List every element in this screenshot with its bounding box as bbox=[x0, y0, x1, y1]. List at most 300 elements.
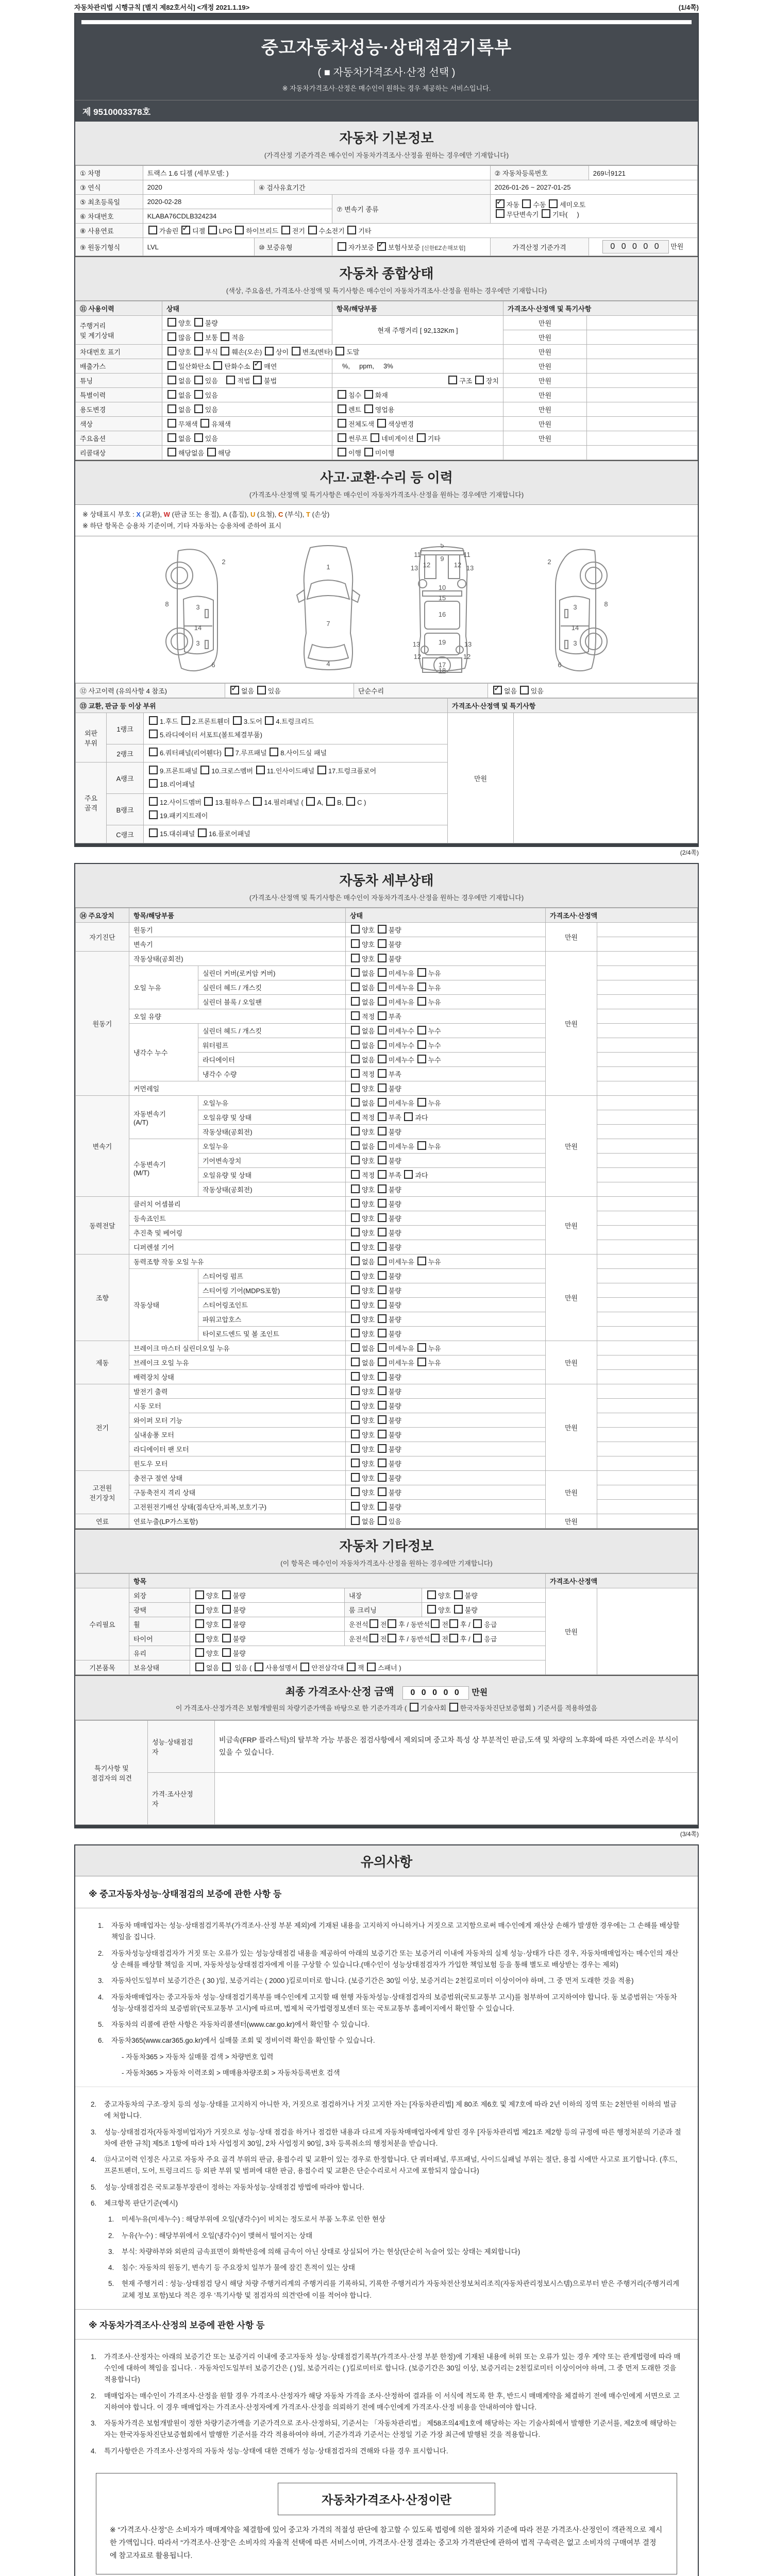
checkbox[interactable] bbox=[148, 226, 157, 234]
detail-memo-cell bbox=[597, 1485, 698, 1500]
checkbox[interactable] bbox=[253, 797, 262, 806]
checkbox[interactable] bbox=[351, 997, 360, 1006]
checkbox[interactable] bbox=[449, 1619, 458, 1628]
appraiser-opinion-text bbox=[215, 1773, 698, 1825]
checkbox[interactable] bbox=[378, 1473, 386, 1482]
checkbox[interactable] bbox=[371, 433, 379, 442]
checkbox[interactable] bbox=[364, 448, 373, 456]
checkbox[interactable] bbox=[378, 1300, 386, 1309]
checkbox[interactable] bbox=[378, 1170, 386, 1179]
checkbox[interactable] bbox=[410, 1703, 418, 1711]
detail-row bbox=[76, 966, 698, 980]
checkbox[interactable] bbox=[369, 1619, 378, 1628]
checkbox[interactable] bbox=[388, 1619, 396, 1628]
checkbox[interactable] bbox=[351, 1285, 360, 1294]
checkbox[interactable] bbox=[417, 433, 426, 442]
checkbox[interactable] bbox=[351, 1314, 360, 1323]
checkbox[interactable] bbox=[417, 1055, 426, 1063]
misc-position-cell: 운전석 전 후 / 동반석 전 후 / 응급 bbox=[345, 1632, 546, 1646]
checkbox[interactable] bbox=[378, 1430, 386, 1438]
checkbox[interactable] bbox=[335, 347, 344, 355]
detail-memo-cell bbox=[597, 1312, 698, 1327]
checkbox[interactable] bbox=[222, 1605, 231, 1614]
checkbox[interactable] bbox=[351, 1372, 360, 1381]
checkbox[interactable] bbox=[338, 242, 346, 251]
checkbox[interactable] bbox=[167, 332, 176, 341]
legend-segment: (손상) bbox=[310, 511, 330, 518]
checkbox[interactable] bbox=[317, 766, 326, 774]
checkbox[interactable] bbox=[195, 1619, 204, 1628]
checkbox[interactable] bbox=[198, 828, 207, 837]
checkbox[interactable] bbox=[222, 1619, 231, 1628]
checkbox[interactable] bbox=[167, 347, 176, 355]
checkbox[interactable] bbox=[378, 1358, 386, 1366]
detail-status-cell: 양호 불량 bbox=[346, 1485, 546, 1500]
checkbox[interactable] bbox=[351, 1055, 360, 1063]
checkbox[interactable] bbox=[378, 1516, 386, 1525]
checkbox[interactable] bbox=[388, 1634, 396, 1642]
price-cell bbox=[503, 446, 587, 460]
checkbox[interactable] bbox=[351, 1473, 360, 1482]
checkbox[interactable] bbox=[448, 376, 457, 384]
checkbox[interactable] bbox=[377, 419, 386, 428]
checkbox[interactable] bbox=[417, 968, 426, 977]
checkbox[interactable] bbox=[378, 1011, 386, 1020]
comprehensive-row bbox=[76, 446, 698, 460]
fuel-type-label: ⑧ 사용연료 bbox=[76, 224, 143, 238]
checkbox[interactable] bbox=[235, 226, 244, 234]
comprehensive-band bbox=[75, 256, 698, 301]
svg-text:4: 4 bbox=[326, 660, 330, 668]
checkbox[interactable] bbox=[338, 448, 346, 456]
price-cell: 만원 bbox=[503, 374, 587, 388]
checkbox[interactable] bbox=[351, 1098, 360, 1107]
checkbox[interactable] bbox=[149, 828, 158, 837]
checkbox[interactable] bbox=[364, 390, 373, 399]
checkbox[interactable] bbox=[221, 332, 229, 341]
checkbox[interactable] bbox=[292, 347, 300, 355]
checkbox[interactable] bbox=[181, 716, 190, 725]
checkbox[interactable] bbox=[351, 1386, 360, 1395]
checkbox[interactable] bbox=[367, 1663, 376, 1671]
checkbox[interactable] bbox=[351, 1415, 360, 1424]
checkbox[interactable] bbox=[404, 1112, 413, 1121]
checkbox[interactable] bbox=[208, 226, 217, 234]
checkbox[interactable] bbox=[338, 433, 346, 442]
detail-memo-cell bbox=[597, 995, 698, 1009]
detail-status-cell: 양호 불량 bbox=[346, 1182, 546, 1197]
repair-needed-label: 수리필요 bbox=[76, 1588, 129, 1660]
checkbox[interactable] bbox=[475, 376, 484, 384]
checkbox[interactable] bbox=[167, 376, 176, 384]
checkbox[interactable] bbox=[378, 1415, 386, 1424]
status-cell: 없음 있음 bbox=[162, 388, 332, 402]
item-label: 고전원전기배선 상태(접속단자,피복,보호기구) bbox=[129, 1500, 346, 1514]
checkbox[interactable] bbox=[378, 1213, 386, 1222]
detail-status-cell: 양호 불량 bbox=[346, 1428, 546, 1442]
checkbox[interactable] bbox=[378, 939, 386, 948]
memo-cell bbox=[587, 388, 698, 402]
item-label: 작동상태(공회전) bbox=[198, 1125, 346, 1139]
svg-text:16: 16 bbox=[438, 611, 446, 619]
checkbox[interactable] bbox=[195, 1605, 204, 1614]
checkbox[interactable] bbox=[338, 390, 346, 399]
price-cell: 만원 bbox=[503, 417, 587, 431]
detail-status-cell: 양호 불량 bbox=[346, 1413, 546, 1428]
checkbox[interactable] bbox=[351, 954, 360, 962]
checkbox[interactable] bbox=[351, 939, 360, 948]
item-label: 실내송풍 모터 bbox=[129, 1428, 346, 1442]
checkbox[interactable] bbox=[265, 347, 274, 355]
item-label: 기어변속장치 bbox=[198, 1154, 346, 1168]
svg-text:7: 7 bbox=[326, 620, 330, 628]
notice-item: 1. 미세누유(미세누수) : 해당부위에 오일(냉각수)이 비치는 정도로서 부품 노후로 인한 현상 bbox=[108, 2215, 385, 2224]
checkbox[interactable] bbox=[149, 730, 158, 738]
checkbox[interactable] bbox=[253, 376, 262, 384]
checkbox[interactable] bbox=[204, 797, 213, 806]
checkbox-checked[interactable] bbox=[496, 199, 505, 208]
checkbox[interactable] bbox=[149, 716, 158, 725]
memo-cell bbox=[587, 345, 698, 359]
detail-memo-cell bbox=[597, 1182, 698, 1197]
checkbox[interactable] bbox=[449, 1634, 458, 1642]
checkbox[interactable] bbox=[431, 1619, 440, 1628]
checkbox[interactable] bbox=[454, 1590, 463, 1599]
checkbox[interactable] bbox=[369, 1634, 378, 1642]
checkbox[interactable] bbox=[378, 1184, 386, 1193]
vin-value: KLABA76CDLB324234 bbox=[143, 209, 332, 224]
checkbox[interactable] bbox=[417, 997, 426, 1006]
checkbox[interactable] bbox=[378, 1257, 386, 1265]
misc-table bbox=[75, 1573, 698, 1675]
checkbox[interactable] bbox=[194, 318, 203, 327]
checkbox[interactable] bbox=[149, 797, 158, 806]
item-label: 발전기 출력 bbox=[129, 1384, 346, 1399]
checkbox[interactable] bbox=[378, 1026, 386, 1035]
detail-status-cell: 양호 불량 bbox=[346, 1456, 546, 1471]
checkbox[interactable] bbox=[346, 797, 355, 806]
checkbox[interactable] bbox=[351, 1011, 360, 1020]
checkbox[interactable] bbox=[338, 404, 346, 413]
checkbox[interactable] bbox=[378, 1502, 386, 1511]
comprehensive-row bbox=[76, 316, 698, 330]
base-price-value: 0 0 0 0 0 만원 bbox=[589, 238, 697, 256]
checkbox[interactable] bbox=[167, 433, 176, 442]
checkbox[interactable] bbox=[195, 1648, 204, 1657]
checkbox[interactable] bbox=[417, 1343, 426, 1352]
detail-price-cell: 만원 bbox=[546, 952, 597, 1096]
checkbox[interactable] bbox=[326, 797, 335, 806]
checkbox[interactable] bbox=[351, 1430, 360, 1438]
checkbox[interactable] bbox=[378, 968, 386, 977]
checkbox[interactable] bbox=[378, 1444, 386, 1453]
checkbox[interactable] bbox=[351, 1141, 360, 1150]
checkbox[interactable] bbox=[378, 1199, 386, 1208]
checkbox[interactable] bbox=[351, 982, 360, 991]
checkbox[interactable] bbox=[351, 1228, 360, 1236]
checkbox[interactable] bbox=[496, 209, 505, 218]
checkbox[interactable] bbox=[351, 1329, 360, 1337]
page-marker-3: (3/4쪽) bbox=[680, 1831, 699, 1838]
checkbox[interactable] bbox=[351, 1170, 360, 1179]
checkbox[interactable] bbox=[417, 1257, 426, 1265]
detail-memo-cell bbox=[597, 1096, 698, 1110]
checkbox[interactable] bbox=[378, 1343, 386, 1352]
checkbox[interactable] bbox=[308, 226, 317, 234]
checkbox[interactable] bbox=[149, 779, 158, 788]
notice-item: 1. 가격조사·산정자는 아래의 보증기간 또는 보증거리 이내에 중고자동차 성능·상태점검기록부(가격조사·산정 부분 한정)에 기재된 내용에 허위 또는 오류가 있는 경우 계약 또는 관계법령에 따라 매수인에 대하여 책임을 집니다. · 자동차인도일부터 보증기간은 ( )일, 보증거리는 ( )킬로미터로 합니다. (보증기간은 30일 이상, 보증거리는 2천킬로미터 이상이어야 하며, 그 중 먼저 도래한 것을 적용합니다) bbox=[91, 2352, 681, 2384]
detail-memo-cell bbox=[597, 1428, 698, 1442]
comprehensive-title: 자동차 종합상태 bbox=[339, 266, 434, 281]
checkbox[interactable] bbox=[351, 1358, 360, 1366]
checkbox[interactable] bbox=[378, 925, 386, 934]
detail-status-cell: 없음 미세누유 누유 bbox=[346, 995, 546, 1009]
checkbox[interactable] bbox=[351, 925, 360, 934]
checkbox[interactable] bbox=[542, 209, 550, 218]
checkbox[interactable] bbox=[431, 1634, 440, 1642]
svg-text:3: 3 bbox=[573, 603, 577, 612]
checkbox[interactable] bbox=[417, 1026, 426, 1035]
checkbox[interactable] bbox=[200, 766, 209, 774]
checkbox[interactable] bbox=[378, 1098, 386, 1107]
comprehensive-row bbox=[76, 388, 698, 402]
detail-memo-cell bbox=[597, 1038, 698, 1053]
checkbox[interactable] bbox=[351, 1156, 360, 1164]
checkbox[interactable] bbox=[473, 1619, 482, 1628]
checkbox[interactable] bbox=[194, 404, 203, 413]
checkbox[interactable] bbox=[473, 1634, 482, 1642]
item-label: 실린더 헤드 / 개스킷 bbox=[198, 980, 346, 995]
comprehensive-row bbox=[76, 359, 698, 374]
checkbox[interactable] bbox=[378, 1040, 386, 1049]
checkbox[interactable] bbox=[149, 748, 158, 756]
checkbox-checked[interactable] bbox=[181, 226, 190, 234]
checkbox[interactable] bbox=[351, 1271, 360, 1280]
item-label: 작동상태(공회전) bbox=[129, 952, 346, 966]
checkbox[interactable] bbox=[351, 1242, 360, 1251]
misc-status-cell-2: 양호 불량 bbox=[422, 1588, 546, 1603]
checkbox[interactable] bbox=[427, 1605, 436, 1614]
checkbox[interactable] bbox=[255, 1663, 263, 1671]
checkbox[interactable] bbox=[417, 982, 426, 991]
detail-memo-cell bbox=[597, 1370, 698, 1384]
document-number: 제 9510003378호 bbox=[75, 100, 698, 122]
checkbox[interactable] bbox=[351, 1127, 360, 1136]
checkbox[interactable] bbox=[347, 226, 356, 234]
document-subtitle-note: ※ 자동차가격조사·산정은 매수인이 원하는 경우 제공하는 서비스입니다. bbox=[282, 84, 491, 92]
checkbox[interactable] bbox=[195, 1590, 204, 1599]
notice-item: 5. 성능·상태점검은 국토교통부장관이 정하는 자동차성능·상태점검 방법에 따라야 합니다. bbox=[91, 2183, 364, 2191]
checkbox[interactable] bbox=[351, 1502, 360, 1511]
checkbox[interactable] bbox=[454, 1605, 463, 1614]
checkbox[interactable] bbox=[378, 1372, 386, 1381]
checkbox[interactable] bbox=[351, 1213, 360, 1222]
device-header: ⑭ 주요장치 bbox=[76, 908, 129, 923]
checkbox[interactable] bbox=[306, 797, 315, 806]
checkbox[interactable] bbox=[378, 1314, 386, 1323]
checkbox[interactable] bbox=[351, 1401, 360, 1410]
checkbox[interactable] bbox=[167, 404, 176, 413]
detail-memo-cell bbox=[597, 1269, 698, 1283]
checkbox[interactable] bbox=[378, 954, 386, 962]
checkbox[interactable] bbox=[194, 390, 203, 399]
checkbox[interactable] bbox=[194, 433, 203, 442]
checkbox[interactable] bbox=[222, 1590, 231, 1599]
checkbox[interactable] bbox=[378, 1112, 386, 1121]
checkbox[interactable] bbox=[351, 1444, 360, 1453]
checkbox[interactable] bbox=[378, 1386, 386, 1395]
checkbox[interactable] bbox=[200, 419, 209, 428]
detail-price-cell: 만원 bbox=[546, 1197, 597, 1255]
misc-row bbox=[76, 1588, 698, 1603]
detail-status-cell: 양호 불량 bbox=[346, 1500, 546, 1514]
notice-item: 4. 특기사항란은 가격조사·산정자의 자동차 성능·상태에 대한 견해가 성능·상태점검자의 견해와 다를 경우 표시합니다. bbox=[91, 2447, 448, 2455]
checkbox[interactable] bbox=[351, 1516, 360, 1525]
detail-title: 자동차 세부상태 bbox=[339, 873, 434, 889]
car-diagram-underbody bbox=[391, 544, 494, 673]
detail-memo-cell bbox=[597, 1081, 698, 1096]
checkbox[interactable] bbox=[378, 1156, 386, 1164]
checkbox[interactable] bbox=[233, 716, 242, 725]
checkbox[interactable] bbox=[222, 1663, 231, 1671]
checkbox[interactable] bbox=[281, 226, 290, 234]
checkbox[interactable] bbox=[351, 1487, 360, 1496]
checkbox[interactable] bbox=[417, 1358, 426, 1366]
notice-item: - 자동차365 > 자동차 실매물 검색 > 차량번호 입력 bbox=[122, 2053, 274, 2061]
checkbox[interactable] bbox=[300, 1663, 309, 1671]
detail-memo-cell bbox=[597, 1226, 698, 1240]
checkbox[interactable] bbox=[351, 968, 360, 977]
transmission-type-value: ✓자동 수동 세미오토 무단변속기 기타( ) bbox=[490, 195, 697, 224]
checkbox[interactable] bbox=[378, 1401, 386, 1410]
checkbox[interactable] bbox=[351, 1184, 360, 1193]
checkbox[interactable] bbox=[347, 1663, 356, 1671]
checkbox[interactable] bbox=[351, 1112, 360, 1121]
checkbox[interactable] bbox=[549, 199, 558, 208]
item-cell: 썬루프 네비게이션 기타 bbox=[332, 431, 503, 446]
checkbox[interactable] bbox=[417, 1141, 426, 1150]
final-price-value: 0 0 0 0 0 bbox=[402, 1686, 468, 1700]
checkbox[interactable] bbox=[226, 376, 235, 384]
checkbox[interactable] bbox=[351, 1069, 360, 1078]
checkbox[interactable] bbox=[522, 199, 531, 208]
checkbox[interactable] bbox=[351, 1040, 360, 1049]
page-1 bbox=[74, 13, 699, 847]
checkbox[interactable] bbox=[149, 766, 158, 774]
checkbox[interactable] bbox=[167, 361, 176, 370]
checkbox[interactable] bbox=[351, 1199, 360, 1208]
checkbox[interactable] bbox=[222, 1648, 231, 1657]
checkbox[interactable] bbox=[378, 1141, 386, 1150]
checkbox[interactable] bbox=[351, 1257, 360, 1265]
misc-status-cell-2: 양호 불량 bbox=[422, 1603, 546, 1617]
parts-list-cell: 6.쿼터패널(리어휀다) 7.루프패널 8.사이드실 패널 bbox=[144, 744, 448, 762]
checkbox[interactable] bbox=[378, 997, 386, 1006]
checkbox[interactable] bbox=[378, 1271, 386, 1280]
checkbox[interactable] bbox=[351, 1343, 360, 1352]
detail-status-cell: 양호 불량 bbox=[346, 1211, 546, 1226]
svg-text:8: 8 bbox=[165, 600, 169, 608]
checkbox[interactable] bbox=[195, 1634, 204, 1642]
notice-item: 3. 자동차인도일부터 보증기간은 ( 30 )일, 보증거리는 ( 2000 )킬로미터로 합니다. (보증기간은 30일 이상, 보증거리는 2천킬로미터 이상이어야 하며, 그 중 먼저 도래한 것을 적용) bbox=[98, 1977, 634, 1985]
checkbox[interactable] bbox=[194, 332, 203, 341]
checkbox[interactable] bbox=[221, 347, 229, 355]
checkbox[interactable] bbox=[417, 1040, 426, 1049]
checkbox[interactable] bbox=[213, 361, 222, 370]
checkbox-checked[interactable] bbox=[377, 242, 386, 251]
checkbox[interactable] bbox=[167, 318, 176, 327]
checkbox[interactable] bbox=[351, 1026, 360, 1035]
checkbox[interactable] bbox=[378, 1329, 386, 1337]
checkbox[interactable] bbox=[167, 448, 176, 456]
detail-status-cell: 양호 불량 bbox=[346, 1471, 546, 1485]
checkbox[interactable] bbox=[378, 1127, 386, 1136]
checkbox[interactable] bbox=[378, 1069, 386, 1078]
checkbox[interactable] bbox=[427, 1590, 436, 1599]
checkbox[interactable] bbox=[167, 390, 176, 399]
usage-history-label: 용도변경 bbox=[76, 402, 162, 417]
checkbox[interactable] bbox=[378, 1487, 386, 1496]
usage-history-label: 배출가스 bbox=[76, 359, 162, 374]
checkbox[interactable] bbox=[417, 1098, 426, 1107]
detail-row bbox=[76, 937, 698, 952]
price-cell: 만원 bbox=[503, 345, 587, 359]
checkbox[interactable] bbox=[378, 1083, 386, 1092]
item-label: 파워고압호스 bbox=[198, 1312, 346, 1327]
checkbox[interactable] bbox=[225, 748, 233, 756]
checkbox[interactable] bbox=[520, 686, 529, 694]
detail-row bbox=[76, 1139, 698, 1154]
checkbox[interactable] bbox=[256, 766, 265, 774]
checkbox[interactable] bbox=[207, 448, 216, 456]
checkbox[interactable] bbox=[351, 1459, 360, 1467]
parts-rank-label: 2랭크 bbox=[107, 744, 144, 762]
checkbox[interactable] bbox=[449, 1703, 458, 1711]
detail-status-cell: 없음 미세누유 누유 bbox=[346, 1255, 546, 1269]
checkbox-checked[interactable] bbox=[253, 361, 262, 370]
checkbox[interactable] bbox=[195, 1663, 204, 1671]
detail-row bbox=[76, 1355, 698, 1370]
checkbox-checked[interactable] bbox=[493, 686, 502, 694]
item-label: 배력장치 상태 bbox=[129, 1370, 346, 1384]
item-group-label: 수동변속기 (M/T) bbox=[129, 1139, 198, 1197]
checkbox[interactable] bbox=[167, 419, 176, 428]
checkbox[interactable] bbox=[378, 1242, 386, 1251]
checkbox[interactable] bbox=[194, 376, 203, 384]
checkbox[interactable] bbox=[378, 1285, 386, 1294]
checkbox[interactable] bbox=[404, 1170, 413, 1179]
checkbox[interactable] bbox=[378, 982, 386, 991]
checkbox[interactable] bbox=[351, 1083, 360, 1092]
checkbox[interactable] bbox=[378, 1459, 386, 1467]
car-name-label: ① 차명 bbox=[76, 166, 143, 180]
appraiser-opinion-label: 가격·조사산정 자 bbox=[148, 1773, 215, 1825]
checkbox[interactable] bbox=[338, 419, 346, 428]
checkbox[interactable] bbox=[222, 1634, 231, 1642]
checkbox[interactable] bbox=[149, 810, 158, 819]
checkbox[interactable] bbox=[378, 1055, 386, 1063]
checkbox[interactable] bbox=[378, 1228, 386, 1236]
checkbox[interactable] bbox=[364, 404, 373, 413]
checkbox[interactable] bbox=[270, 748, 278, 756]
checkbox[interactable] bbox=[265, 716, 274, 725]
opinion-label: 특기사항 및 점검자의 의견 bbox=[76, 1721, 148, 1825]
checkbox-checked[interactable] bbox=[230, 686, 239, 694]
checkbox[interactable] bbox=[257, 686, 266, 694]
final-price-unit: 만원 bbox=[472, 1688, 488, 1698]
checkbox[interactable] bbox=[351, 1300, 360, 1309]
checkbox[interactable] bbox=[194, 347, 203, 355]
